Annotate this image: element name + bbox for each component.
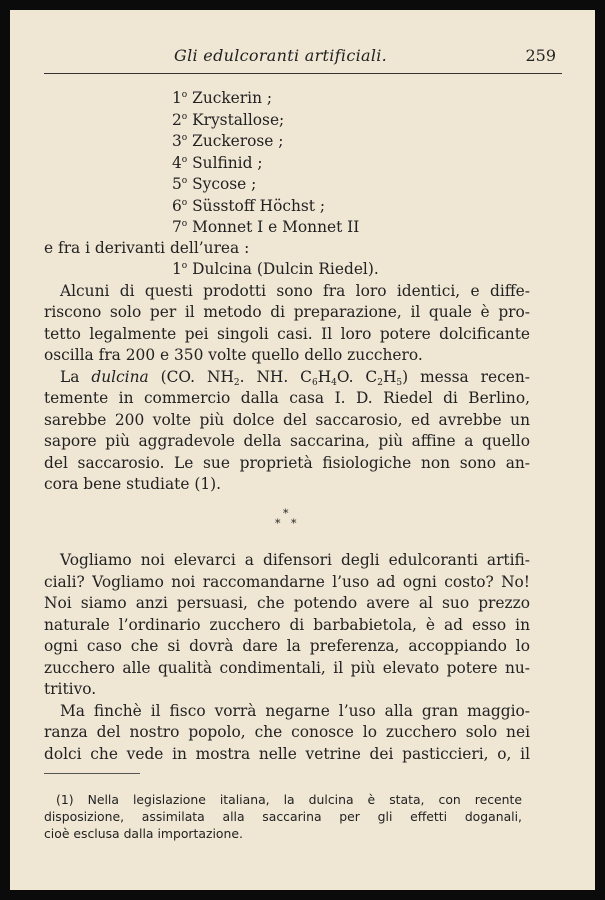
paragraph-line: Noi siamo anzi persuasi, che potendo avere al suo prezzo [44,594,530,612]
header-title: Gli edulcoranti artificiali. [174,46,388,65]
paragraph-line: ogni caso che si dovrà dare la preferenza, accoppiando lo [44,637,530,655]
list-item: 6$^o$ Süsstoff Höchst ; [172,197,326,215]
paragraph-line: dolci che vede in mostra nelle vetrine dei pasticcieri, o, il [44,745,530,763]
paragraph-line: Alcuni di questi prodotti sono fra loro identici, e diffe- [60,282,530,300]
chemical-formula: (CO. $NH_2$. NH. $C_6H_4O$. $C_2H_5$) [160,368,409,388]
paragraph-line: oscilla fra 200 e 350 volte quello dello zucchero. [44,346,423,364]
separator-star: * [291,517,297,530]
paragraph-line: Vogliamo noi elevarci a difensori degli edulcoranti artifi- [60,551,530,569]
list-item: 1$^o$ Dulcina (Dulcin Riedel). [172,260,379,278]
list-item: 2$^o$ Krystallose; [172,111,285,129]
separator-star: * [275,517,281,530]
paragraph-line: tritivo. [44,680,97,698]
paragraph-line-formula: La dulcina (CO. $NH_2$. NH. $C_6H_4O$. $C_2H_5$) messa recen- [60,368,530,388]
header-rule [44,73,562,74]
paragraph-line: sarebbe 200 volte più dolce del saccarosio, ed avrebbe un [44,411,530,429]
paragraph-line: del saccarosio. Le sue proprietà fisiologiche non sono an- [44,454,530,472]
book-page [10,10,595,890]
paragraph-line: ciali? Vogliamo noi raccomandarne l’uso ad ogni costo? No! [44,573,530,591]
running-header [44,46,562,68]
page-number: 259 [525,46,556,65]
paragraph-line: temente in commercio dalla casa I. D. Riedel di Berlino, [44,389,530,407]
paragraph-line: tetto legalmente pei singoli casi. Il loro potere dolcificante [44,325,530,343]
paragraph-line: cora bene studiate (1). [44,475,222,493]
footnote-line: (1) Nella legislazione italiana, la dulcina è stata, con recente [56,792,522,807]
list-item: 4$^o$ Sulfinid ; [172,154,263,172]
paragraph-line: zucchero alle qualità condimentali, il più elevato potere nu- [44,659,530,677]
list-item: 7$^o$ Monnet I e Monnet II [172,218,360,236]
separator-star: * [283,507,289,520]
paragraph-line: riscono solo per il metodo di preparazione, il quale è pro- [44,303,530,321]
footnote-line: disposizione, assimilata alla saccarina per gli effetti doganali, [44,809,522,824]
list-item: 5$^o$ Sycose ; [172,175,257,193]
urea-intro: e fra i derivanti dell’urea : [44,239,250,257]
list-item: 3$^o$ Zuckerose ; [172,132,284,150]
asterism-separator [272,508,302,532]
paragraph-line: sapore più aggradevole della saccarina, più affine a quello [44,432,530,450]
paragraph-line: naturale l’ordinario zucchero di barbabietola, è ad esso in [44,616,530,634]
footnote-rule [44,773,140,774]
list-item: 1$^o$ Zuckerin ; [172,89,273,107]
term-dulcina: dulcina [91,368,149,386]
paragraph-line: Ma finchè il fisco vorrà negarne l’uso alla gran maggio- [60,702,530,720]
paragraph-line: ranza del nostro popolo, che conosce lo zucchero solo nei [44,723,530,741]
footnote-line: cioè esclusa dalla importazione. [44,826,243,841]
